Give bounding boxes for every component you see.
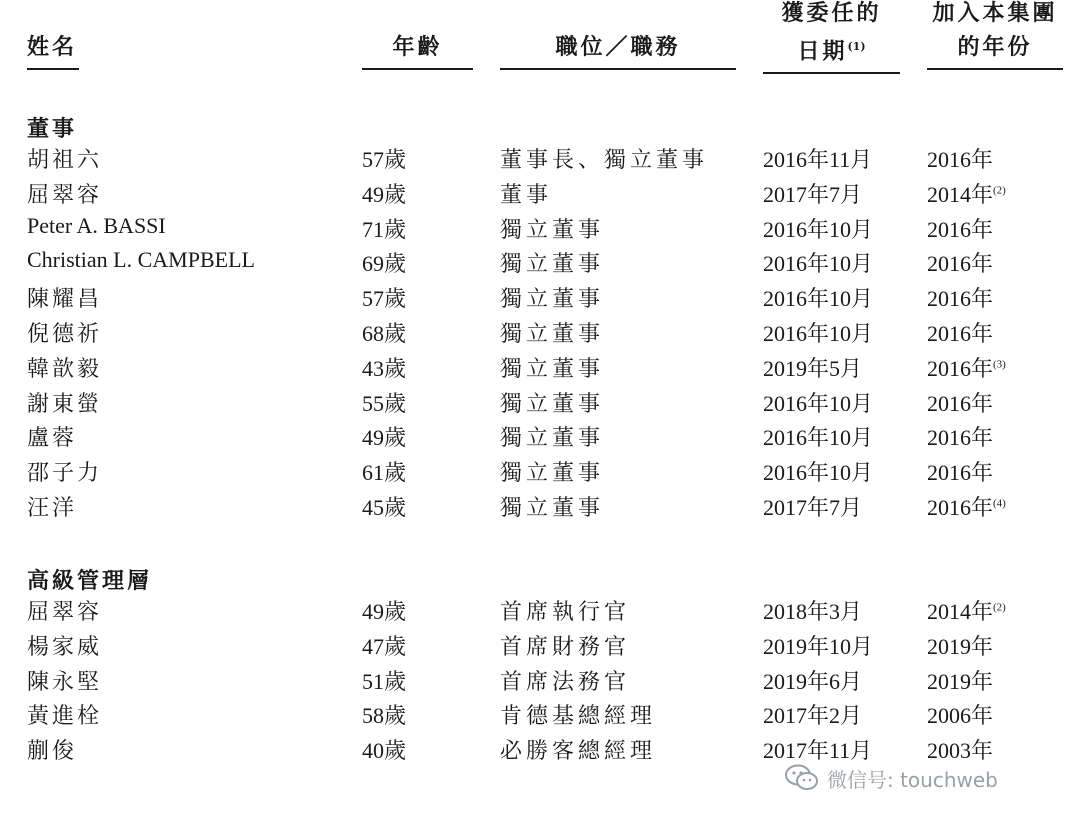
name-cell-text: 邵子力	[27, 461, 103, 487]
table-row	[0, 213, 1080, 248]
position-cell-text: 獨立董事	[500, 391, 605, 417]
table-row	[0, 178, 1080, 213]
name-cell-text: 倪德祈	[27, 322, 103, 347]
table-row	[0, 665, 1080, 700]
age-cell	[362, 456, 406, 487]
position-cell	[500, 178, 552, 209]
footnote-marker: (2)	[993, 601, 1006, 614]
header-name	[27, 30, 79, 64]
joined-year-cell-text: 2016年	[927, 495, 994, 520]
appointed-date-cell-text: 2016年10月	[763, 286, 874, 312]
joined-year-cell	[927, 595, 1006, 626]
position-cell-text: 獨立董事	[500, 217, 605, 243]
joined-year-cell-text: 2016年	[927, 286, 994, 312]
header-name-label: 姓名	[27, 34, 78, 60]
table-row	[0, 456, 1080, 491]
joined-year-cell-text: 2019年	[927, 633, 994, 659]
position-cell	[500, 699, 656, 730]
name-cell	[27, 143, 102, 174]
appointed-date-cell	[763, 143, 872, 174]
table-row	[0, 317, 1080, 352]
position-cell	[500, 491, 604, 522]
age-cell	[362, 213, 406, 244]
header-divider	[763, 72, 900, 74]
appointed-date-cell	[763, 421, 873, 452]
age-cell-text: 55歲	[362, 390, 407, 416]
name-cell-text: 蒯俊	[27, 739, 78, 765]
appointed-date-cell-text: 2016年10月	[763, 390, 874, 416]
name-cell-text: 陳耀昌	[27, 287, 103, 313]
name-cell	[27, 456, 102, 487]
name-cell	[27, 491, 77, 522]
age-cell	[362, 247, 406, 278]
age-cell	[362, 699, 406, 730]
appointed-date-cell	[763, 317, 873, 348]
age-cell-text: 49歲	[362, 181, 407, 207]
header-divider	[927, 68, 1063, 70]
position-cell-text: 獨立董事	[500, 252, 605, 278]
name-cell-text: 楊家威	[27, 634, 103, 660]
section-title-management: 高級管理層	[27, 568, 153, 594]
name-cell-text: 屈翠容	[27, 182, 103, 208]
appointed-date-cell	[763, 282, 873, 313]
name-cell	[27, 630, 102, 661]
age-cell-text: 47歲	[362, 633, 407, 659]
position-cell-text: 董事長、獨立董事	[500, 148, 709, 173]
appointed-date-cell-text: 2016年10月	[763, 321, 874, 346]
joined-year-cell	[927, 178, 1006, 209]
age-cell	[362, 317, 406, 348]
age-cell	[362, 421, 406, 452]
age-cell-text: 58歲	[362, 703, 407, 729]
age-cell-text: 43歲	[362, 355, 407, 381]
table-row	[0, 352, 1080, 387]
joined-year-cell-text: 2016年	[927, 460, 994, 486]
joined-year-cell-text: 2016年	[927, 216, 994, 242]
position-cell-text: 獨立董事	[500, 496, 605, 521]
position-cell-text: 必勝客總經理	[500, 739, 657, 765]
name-cell	[27, 213, 166, 239]
appointed-date-cell	[763, 456, 873, 487]
position-cell	[500, 456, 604, 487]
appointed-date-cell	[763, 247, 873, 278]
header-position	[500, 30, 736, 64]
name-cell	[27, 665, 102, 696]
appointed-date-cell-text: 2019年10月	[763, 633, 874, 659]
position-cell	[500, 421, 604, 452]
age-cell	[362, 491, 406, 522]
appointed-date-cell	[763, 665, 862, 696]
appointed-date-cell-text: 2017年11月	[763, 738, 873, 764]
appointed-date-cell-text: 2017年7月	[763, 181, 863, 207]
age-cell-text: 57歲	[362, 147, 407, 172]
position-cell	[500, 734, 656, 765]
header-appointed	[763, 0, 900, 68]
joined-year-cell-text: 2014年	[927, 181, 994, 207]
joined-year-cell	[927, 456, 993, 487]
header-divider	[362, 68, 473, 70]
header-appointed-line1: 獲委任的	[781, 0, 882, 26]
age-cell-text: 40歲	[362, 738, 407, 764]
joined-year-cell	[927, 630, 993, 661]
header-position-label: 職位／職務	[555, 34, 681, 60]
joined-year-cell	[927, 699, 993, 730]
joined-year-cell	[927, 665, 993, 696]
name-cell-text: 韓歆毅	[27, 356, 103, 382]
appointed-date-cell-text: 2019年5月	[763, 355, 863, 381]
joined-year-cell-text: 2006年	[927, 703, 994, 729]
joined-year-cell-text: 2016年	[927, 321, 994, 346]
joined-year-cell-text: 2003年	[927, 738, 994, 764]
age-cell	[362, 387, 406, 418]
section-title-directors: 董事	[27, 116, 78, 142]
position-cell-text: 首席財務官	[500, 634, 631, 660]
joined-year-cell	[927, 421, 993, 452]
position-cell-text: 首席法務官	[500, 669, 631, 695]
appointed-date-cell	[763, 595, 862, 626]
position-cell-text: 首席執行官	[500, 600, 631, 625]
age-cell-text: 57歲	[362, 286, 407, 312]
table-row	[0, 630, 1080, 665]
name-cell-text: Christian L. CAMPBELL	[27, 247, 255, 273]
appointed-date-cell-text: 2017年2月	[763, 703, 863, 729]
position-cell	[500, 387, 604, 418]
footnote-marker: (1)	[847, 40, 866, 53]
position-cell-text: 獨立董事	[500, 461, 605, 487]
appointed-date-cell-text: 2017年7月	[763, 495, 863, 520]
position-cell	[500, 630, 630, 661]
header-appointed-line2	[763, 30, 900, 68]
footnote-marker: (3)	[993, 358, 1006, 371]
name-cell	[27, 352, 102, 383]
position-cell-text: 獨立董事	[500, 322, 605, 347]
table-row	[0, 491, 1080, 526]
appointed-date-cell	[763, 630, 873, 661]
header-joined-line1: 加入本集團	[932, 0, 1058, 26]
table-row	[0, 595, 1080, 630]
watermark	[785, 758, 1075, 798]
joined-year-cell-text: 2016年	[927, 147, 994, 172]
joined-year-cell	[927, 213, 993, 244]
joined-year-cell	[927, 317, 993, 348]
name-cell-text: 汪洋	[27, 496, 78, 521]
footnote-marker: (2)	[993, 184, 1006, 197]
name-cell	[27, 317, 102, 348]
header-age	[362, 30, 473, 64]
age-cell-text: 61歲	[362, 460, 407, 486]
age-cell	[362, 143, 406, 174]
position-cell	[500, 317, 604, 348]
name-cell	[27, 734, 77, 765]
header-joined	[927, 0, 1063, 64]
age-cell-text: 68歲	[362, 321, 407, 346]
header-joined-line2: 的年份	[957, 34, 1033, 60]
name-cell	[27, 421, 77, 452]
name-cell-text: 盧蓉	[27, 426, 78, 452]
joined-year-cell	[927, 352, 1006, 383]
position-cell	[500, 143, 708, 174]
appointed-date-cell-text: 2016年10月	[763, 425, 874, 451]
age-cell	[362, 595, 406, 626]
table-row	[0, 247, 1080, 282]
appointed-date-cell-text: 2019年6月	[763, 668, 863, 694]
footnote-marker: (4)	[993, 497, 1006, 510]
table-row	[0, 282, 1080, 317]
position-cell-text: 獨立董事	[500, 426, 605, 452]
name-cell-text: 陳永堅	[27, 669, 103, 695]
name-cell-text: 胡祖六	[27, 148, 103, 173]
position-cell	[500, 213, 604, 244]
position-cell-text: 獨立董事	[500, 356, 605, 382]
appointed-date-cell	[763, 387, 873, 418]
age-cell	[362, 630, 406, 661]
appointed-date-cell	[763, 491, 862, 522]
name-cell	[27, 247, 255, 273]
joined-year-cell-text: 2016年	[927, 390, 994, 416]
age-cell	[362, 734, 406, 765]
age-cell	[362, 282, 406, 313]
name-cell	[27, 282, 102, 313]
table-row	[0, 387, 1080, 422]
appointed-date-cell-text: 2016年10月	[763, 251, 874, 277]
age-cell	[362, 665, 406, 696]
joined-year-cell-text: 2014年	[927, 599, 994, 624]
table-row	[0, 421, 1080, 456]
joined-year-cell	[927, 247, 993, 278]
age-cell-text: 45歲	[362, 495, 407, 520]
appointed-date-cell-text: 2016年10月	[763, 216, 874, 242]
joined-year-cell-text: 2016年	[927, 425, 994, 451]
appointed-date-cell	[763, 213, 873, 244]
position-cell	[500, 282, 604, 313]
appointed-date-cell-text: 2016年11月	[763, 147, 873, 172]
table-row	[0, 699, 1080, 734]
name-cell	[27, 699, 102, 730]
joined-year-cell-text: 2019年	[927, 668, 994, 694]
watermark-text: 微信号: touchweb	[827, 767, 998, 792]
name-cell	[27, 178, 102, 209]
joined-year-cell	[927, 387, 993, 418]
appointed-date-cell-text: 2018年3月	[763, 599, 863, 624]
appointed-date-cell	[763, 352, 862, 383]
header-divider	[27, 68, 79, 70]
age-cell-text: 51歲	[362, 668, 407, 694]
position-cell	[500, 352, 604, 383]
age-cell-text: 49歲	[362, 599, 407, 624]
joined-year-cell-text: 2016年	[927, 355, 994, 381]
joined-year-cell	[927, 282, 993, 313]
age-cell-text: 69歲	[362, 251, 407, 277]
age-cell	[362, 352, 406, 383]
joined-year-cell	[927, 491, 1006, 522]
name-cell	[27, 595, 102, 626]
age-cell-text: 49歲	[362, 425, 407, 451]
joined-year-cell	[927, 143, 993, 174]
position-cell	[500, 665, 630, 696]
position-cell-text: 董事	[500, 182, 553, 208]
wechat-icon	[785, 764, 819, 792]
appointed-date-cell-text: 2016年10月	[763, 460, 874, 486]
joined-year-cell-text: 2016年	[927, 251, 994, 277]
name-cell-text: Peter A. BASSI	[27, 212, 166, 238]
age-cell-text: 71歲	[362, 216, 407, 242]
header-divider	[500, 68, 736, 70]
appointed-date-cell	[763, 699, 862, 730]
header-age-label: 年齡	[392, 34, 443, 60]
header-appointed-line2-text: 日期	[797, 38, 848, 65]
name-cell	[27, 387, 102, 418]
name-cell-text: 黃進栓	[27, 704, 103, 730]
name-cell-text: 屈翠容	[27, 600, 103, 625]
appointed-date-cell	[763, 178, 862, 209]
table-row	[0, 143, 1080, 178]
age-cell	[362, 178, 406, 209]
position-cell-text: 獨立董事	[500, 287, 605, 313]
name-cell-text: 謝東螢	[27, 391, 103, 417]
position-cell	[500, 595, 630, 626]
position-cell	[500, 247, 604, 278]
position-cell-text: 肯德基總經理	[500, 704, 657, 730]
